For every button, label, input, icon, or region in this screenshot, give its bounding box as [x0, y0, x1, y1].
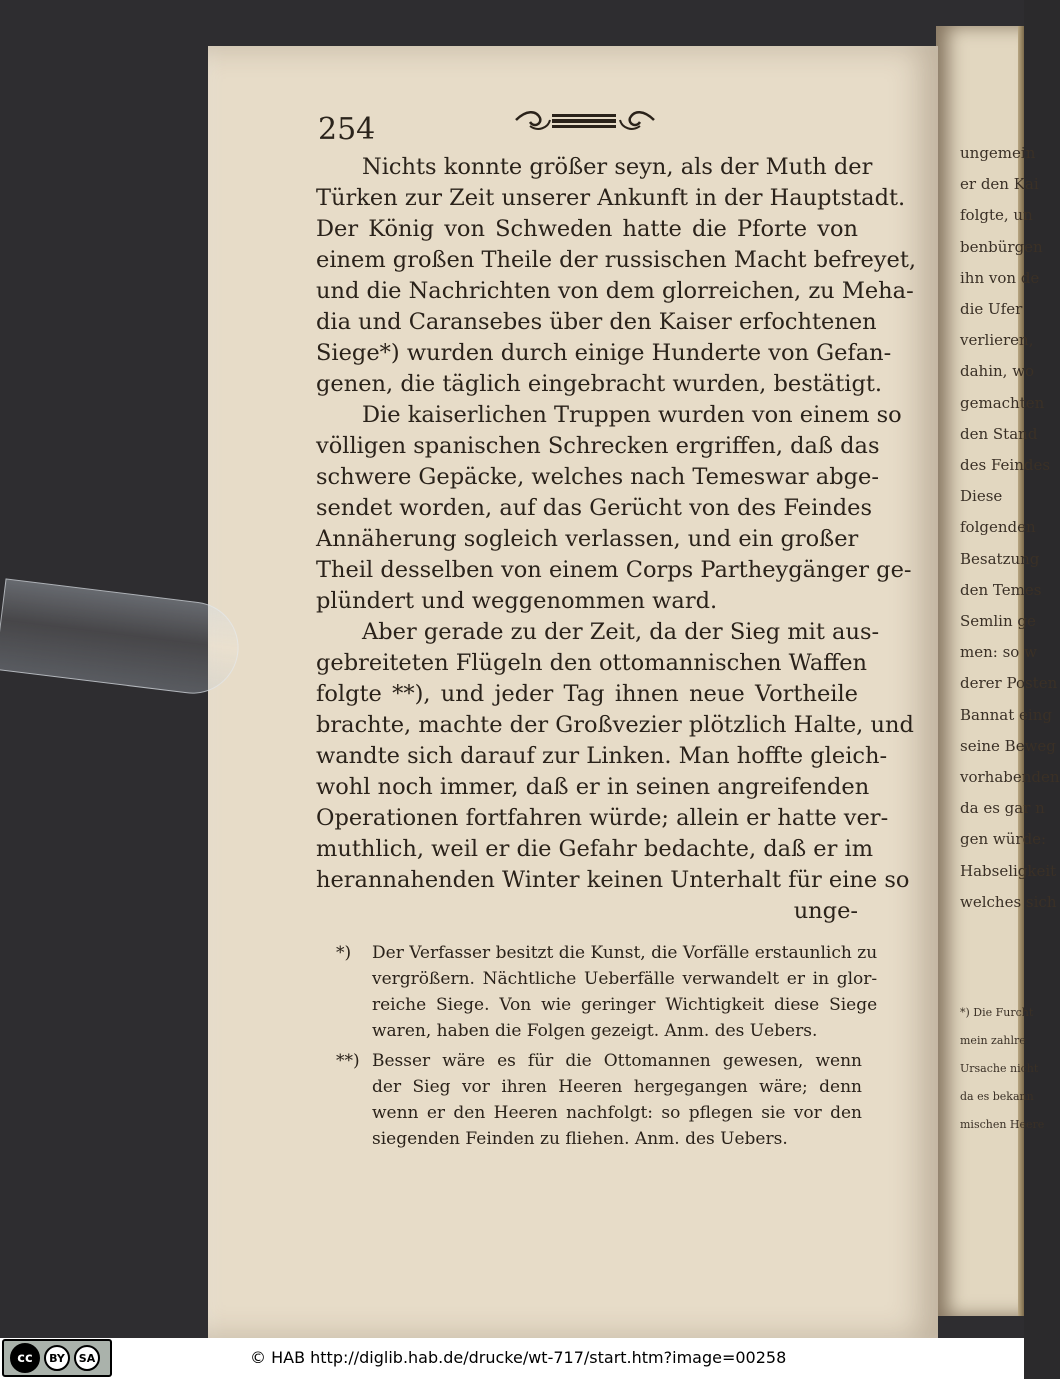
body-line: dia und Caransebes über den Kaiser erfochtenen: [316, 309, 877, 335]
facing-page-footnote-line: mein zahlre: [960, 1034, 1026, 1047]
body-line: genen, die täglich eingebracht wurden, bestätigt.: [316, 371, 883, 397]
cc-license-badge[interactable]: [2, 1339, 112, 1377]
facing-page-line: folgte, un: [960, 206, 1033, 225]
facing-page-line: Bannat eing: [960, 705, 1052, 724]
footnote-line: vergrößern. Nächtliche Ueberfälle verwandelt er in glor-: [372, 969, 878, 989]
body-line: muthlich, weil er die Gefahr bedachte, daß er im: [316, 836, 874, 862]
facing-page-footnote-line: Ursache nicht: [960, 1062, 1039, 1075]
body-line: Annäherung sogleich verlassen, und ein großer: [316, 526, 859, 552]
facing-page-line: seine Beweg: [960, 736, 1056, 755]
footnote-line: Besser wäre es für die Ottomannen gewesen, wenn: [372, 1051, 862, 1071]
facing-page-footnote-line: *) Die Furcht: [960, 1006, 1034, 1019]
body-text: [316, 152, 917, 927]
footnote-mark: **): [336, 1051, 360, 1071]
facing-page-line: gen würde:: [960, 830, 1047, 849]
body-line: Türken zur Zeit unserer Ankunft in der Hauptstadt.: [316, 185, 906, 211]
body-line: Theil desselben von einem Corps Partheygänger ge-: [316, 557, 912, 583]
body-line: Operationen fortfahren würde; allein er hatte ver-: [316, 805, 889, 831]
sa-icon: SA: [74, 1345, 100, 1371]
body-line: völligen spanischen Schrecken ergriffen, daß das: [316, 433, 880, 459]
facing-page-line: ungemein: [960, 144, 1036, 162]
body-line: brachte, machte der Großvezier plötzlich Halte, und: [316, 712, 914, 738]
facing-page-line: men: so w: [960, 643, 1037, 662]
footnote-mark: *): [336, 943, 352, 963]
facing-page-line: den Temes: [960, 580, 1042, 599]
footnotes: [336, 940, 878, 1156]
body-line: Der König von Schweden hatte die Pforte von: [316, 216, 858, 242]
footnote-line: reiche Siege. Von wie geringer Wichtigkeit diese Siege: [372, 995, 878, 1015]
facing-page-line: vorhabenden: [960, 768, 1060, 786]
body-line: Siege*) wurden durch einige Hunderte von Gefan-: [316, 340, 892, 366]
body-line: einem großen Theile der russischen Macht befreyet,: [316, 247, 917, 273]
body-line: plündert und weggenommen ward.: [316, 588, 718, 614]
facing-page-line: ihn von de: [960, 268, 1040, 287]
footnote: [336, 940, 878, 1044]
footnote: [336, 1048, 862, 1152]
facing-page-line: verlieren,: [960, 331, 1034, 350]
facing-page-line: dahin, wo: [960, 362, 1035, 381]
facing-page-footnote-line: da es bekann: [960, 1090, 1034, 1103]
facing-page-line: des Feindes: [960, 456, 1051, 474]
facing-page-line: er den Kai: [960, 175, 1039, 194]
facing-page-line: da es gar n: [960, 799, 1045, 818]
facing-page-line: Semlin ge: [960, 612, 1036, 630]
facing-page-line: folgenden: [960, 518, 1036, 537]
footnote-line: der Sieg vor ihren Heeren hergegangen wäre; denn: [372, 1077, 862, 1097]
body-line: wohl noch immer, daß er in seinen angreifenden: [316, 774, 870, 800]
body-line: gebreiteten Flügeln den ottomannischen Waffen: [316, 650, 868, 676]
footer-bar: [0, 1338, 1024, 1379]
source-url[interactable]: © HAB http://diglib.hab.de/drucke/wt-717/start.htm?image=00258: [250, 1348, 787, 1367]
facing-page-line: gemachten: [960, 393, 1045, 412]
body-line: sendet worden, auf das Gerücht von des Feindes: [316, 495, 873, 521]
body-line: und die Nachrichten von dem glorreichen, zu Meha-: [316, 278, 914, 304]
body-line: schwere Gepäcke, welches nach Temeswar abge-: [316, 464, 879, 490]
cc-icon: cc: [10, 1343, 40, 1373]
facing-page-line: Besatzung: [960, 549, 1040, 568]
facing-page-line: derer Posten: [960, 674, 1058, 693]
body-line: folgte **), und jeder Tag ihnen neue Vortheile: [316, 681, 858, 707]
footnote-line: Der Verfasser besitzt die Kunst, die Vorfälle erstaunlich zu: [372, 943, 878, 963]
body-line: Aber gerade zu der Zeit, da der Sieg mit aus-: [362, 619, 880, 645]
footnote-line: wenn er den Heeren nachfolgt: so pflegen sie vor den: [372, 1103, 862, 1123]
facing-page: [936, 26, 1060, 1316]
facing-page-line: Diese: [960, 487, 1003, 506]
facing-page-line: benbürgen: [960, 237, 1043, 256]
facing-page-line: welches sich: [960, 892, 1057, 911]
body-line: Die kaiserlichen Truppen wurden von einem so: [362, 402, 902, 428]
body-line: unge-: [793, 898, 858, 924]
footnote-line: siegenden Feinden zu fliehen. Anm. des Uebers.: [372, 1129, 788, 1149]
page-number: 254: [318, 112, 376, 147]
facing-page-line: den Stand: [960, 424, 1038, 443]
facing-page-line: die Ufer: [960, 300, 1023, 318]
footnote-line: waren, haben die Folgen gezeigt. Anm. des Uebers.: [372, 1021, 818, 1041]
ornament-icon: [512, 106, 658, 134]
facing-page-line: Habseligkeit: [960, 861, 1057, 880]
by-icon: BY: [44, 1345, 70, 1371]
facing-page-footnote-line: mischen Heere: [960, 1118, 1045, 1131]
body-line: wandte sich darauf zur Linken. Man hoffte gleich-: [316, 743, 888, 769]
body-line: Nichts konnte größer seyn, als der Muth der: [362, 154, 873, 180]
body-line: herannahenden Winter keinen Unterhalt für eine so: [316, 867, 910, 893]
